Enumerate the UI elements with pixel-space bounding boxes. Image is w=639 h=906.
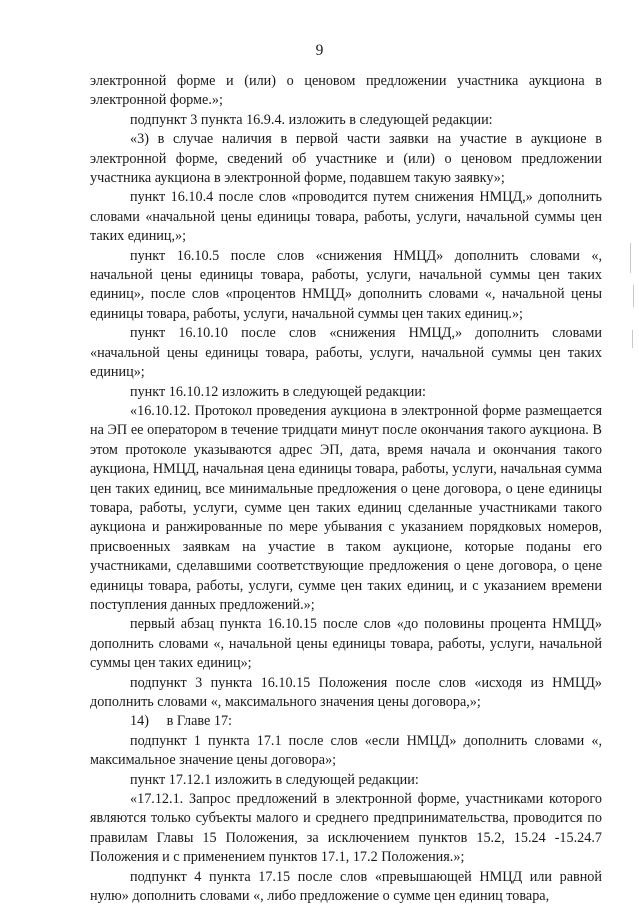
page-number: 9 xyxy=(315,42,324,59)
paragraph: подпункт 4 пункта 17.15 после слов «превышающей НМЦД или равной нулю» дополнить словами «, либо предложение о сумме цен единиц товара, xyxy=(90,868,602,905)
paragraph: первый абзац пункта 16.10.15 после слов «до половины процента НМЦД» дополнить словами «, начальной цены единицы товара, работы, услуги, начальной суммы цен таких единиц»; xyxy=(90,616,602,672)
paragraph: пункт 16.10.5 после слов «снижения НМЦД» дополнить словами «, начальной цены единицы товара, работы, услуги, начальной суммы цен таких единиц», после слов «процентов НМЦД» дополнить словами «, начальной цены единицы товара, работы, услуги, начальной суммы цен таких единиц.»; xyxy=(90,247,602,322)
scan-artifact xyxy=(632,330,633,348)
paragraph: пункт 16.10.12 изложить в следующей редакции: xyxy=(130,383,426,400)
paragraph: подпункт 3 пункта 16.9.4. изложить в следующей редакции: xyxy=(130,111,493,128)
paragraph: пункт 17.12.1 изложить в следующей редакции: xyxy=(130,771,419,788)
paragraph: «3) в случае наличия в первой части заявки на участие в аукционе в электронной форме, сведений об участнике и (или) о ценовом предложении участника аукциона в электронной форме, подавшем такую заявку»; xyxy=(90,131,602,187)
paragraph: подпункт 1 пункта 17.1 после слов «если НМЦД» дополнить словами «, максимальное значение цены договора»; xyxy=(90,732,602,769)
paragraph: подпункт 3 пункта 16.10.15 Положения после слов «исходя из НМЦД» дополнить словами «, максимального значения цены договора,»; xyxy=(90,674,602,710)
list-item-heading: 14) в Главе 17: xyxy=(130,713,232,730)
scan-artifact xyxy=(630,243,631,273)
scan-artifact xyxy=(633,285,634,307)
paragraph: пункт 16.10.10 после слов «снижения НМЦД,» дополнить словами «начальной цены единицы товара, работы, услуги, начальной суммы цен таких единиц»; xyxy=(90,325,602,381)
paragraph: «17.12.1. Запрос предложений в электронной форме, участниками которого являются только субъекты малого и среднего предпринимательства, проводится по правилам Главы 15 Положения, за исключением пунктов 15.2, 15.24 -15.24.7 Положения и с применением пунктов 17.1, 17.2 Положения.»; xyxy=(90,791,602,866)
paragraph: электронной форме и (или) о ценовом предложении участника аукциона в электронной форме.»; xyxy=(90,73,602,109)
document-body xyxy=(90,72,602,906)
paragraph: «16.10.12. Протокол проведения аукциона в электронной форме размещается на ЭП ее оператором в течение тридцати минут после окончания такого аукциона. В этом протоколе указываются адрес ЭП, дата, время начала и окончания такого аукциона, НМЦД, начальная цена единицы товара, работы, услуги, начальная сумма цен таких единиц, все минимальные предложения о цене договора, о цене единицы товара, работы, услуги, сумме цен таких единиц сделанные участниками такого аукциона и ранжированные по мере убывания с указанием порядковых номеров, присвоенных заявкам на участие в таком аукционе, которые поданы его участниками, сделавшими соответствующие предложения о цене договора, о цене единицы товара, работы, услуги, сумме цен таких единиц, и с указанием времени поступления данных предложений.»; xyxy=(90,402,602,613)
paragraph: пункт 16.10.4 после слов «проводится путем снижения НМЦД,» дополнить словами «начальной цены единицы товара, работы, услуги, начальной суммы цен таких единиц,»; xyxy=(90,189,602,245)
